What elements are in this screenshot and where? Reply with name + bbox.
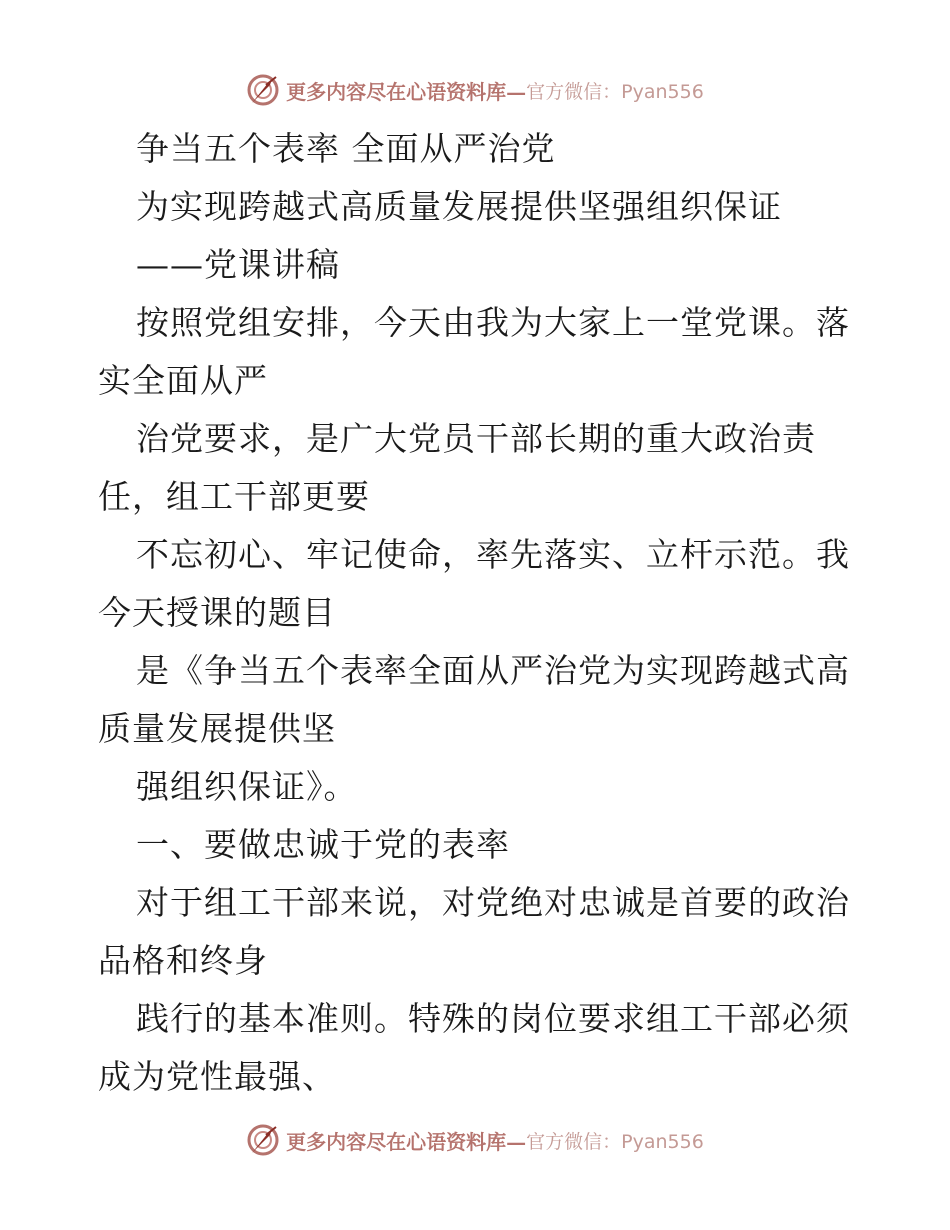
doc-title-line-1: 争当五个表率 全面从严治党 xyxy=(136,129,556,168)
paragraph-line: 践行的基本准则。特殊的岗位要求组工干部必须 xyxy=(136,999,850,1038)
banner-sub-text: 官方微信：Pyan556 xyxy=(526,80,704,103)
paragraph-line: 不忘初心、牢记使命，率先落实、立杆示范。我 xyxy=(136,535,850,574)
paragraph-line: 对于组工干部来说，对党绝对忠诚是首要的政治 xyxy=(136,883,850,922)
paragraph-line: 是《争当五个表率全面从严治党为实现跨越式高 xyxy=(136,651,850,690)
section-heading: 一、要做忠诚于党的表率 xyxy=(136,825,510,864)
doc-subtitle: ——党课讲稿 xyxy=(136,245,340,284)
paragraph-line: 质量发展提供坚 xyxy=(98,709,336,748)
paragraph-line: 品格和终身 xyxy=(98,941,268,980)
paragraph-line: 强组织保证》。 xyxy=(136,767,358,806)
quill-logo-icon xyxy=(246,1123,280,1157)
paragraph-line: 今天授课的题目 xyxy=(98,593,336,632)
paragraph-line: 成为党性最强、 xyxy=(98,1057,336,1096)
paragraph-line: 实全面从严 xyxy=(98,361,268,400)
quill-logo-icon xyxy=(246,73,280,107)
paragraph-line: 治党要求，是广大党员干部长期的重大政治责 xyxy=(136,419,816,458)
doc-title-line-2: 为实现跨越式高质量发展提供坚强组织保证 xyxy=(136,187,782,226)
banner-sub-text: 官方微信：Pyan556 xyxy=(526,1130,704,1153)
header-banner xyxy=(0,70,950,110)
paragraph-line: 按照党组安排，今天由我为大家上一堂党课。落 xyxy=(136,303,850,342)
banner-main-text: 更多内容尽在心语资料库— xyxy=(286,79,527,104)
document-body xyxy=(98,120,858,1106)
banner-main-text: 更多内容尽在心语资料库— xyxy=(286,1129,527,1154)
paragraph-line: 任，组工干部更要 xyxy=(98,477,370,516)
footer-banner xyxy=(0,1120,950,1160)
